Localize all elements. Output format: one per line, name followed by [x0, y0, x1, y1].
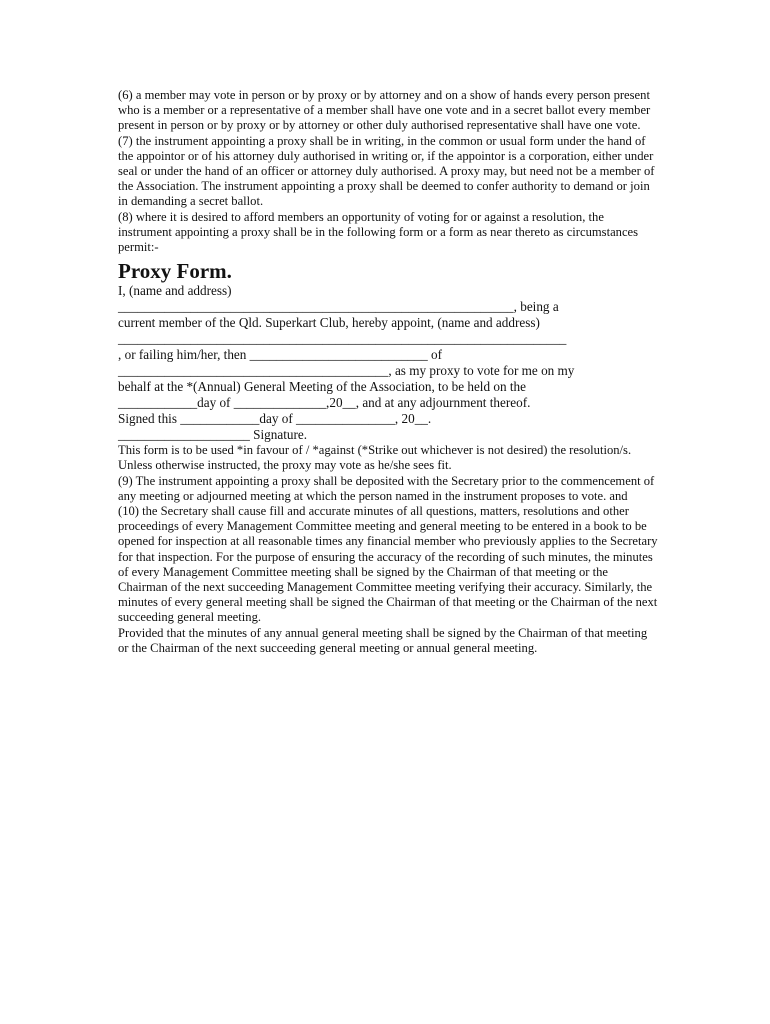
- document-page: [118, 88, 658, 656]
- rule-7-paragraph: (7) the instrument appointing a proxy shall be in writing, in the common or usual form under the hand of the appointor or of his attorney duly authorised in writing or, if the appointor is a corporation, either under seal or under the hand of an officer or attorney duly authorised. A proxy may, but need not be a member of the Association. The instrument appointing a proxy shall be deemed to confer authority to demand or join in demanding a secret ballot.: [118, 133, 655, 209]
- proviso-paragraph: Provided that the minutes of any annual general meeting shall be signed by the Chairman of that meeting or the Chairman of the next succeeding general meeting or annual general meeting.: [118, 625, 648, 655]
- form-line-signature: ____________________ Signature.: [118, 427, 308, 443]
- form-line-name-address: I, (name and address): [118, 283, 232, 299]
- rule-8-paragraph: (8) where it is desired to afford members an opportunity of voting for or against a resolution, the instrument appointing a proxy shall be in the following form or a form as near thereto as circumstances permit:-: [118, 209, 639, 255]
- form-line-appointee-blank: ____________________________________________________________________: [118, 331, 567, 347]
- form-line-proxy-vote: _________________________________________, as my proxy to vote for me on my: [118, 363, 575, 379]
- rule-6-paragraph: (6) a member may vote in person or by proxy or by attorney and on a show of hands every person present who is a member or a representative of a member shall have one vote and in a secret ballot every member present in person or by proxy or by attorney or other duly authorised representative shall have one vote.: [118, 88, 651, 133]
- form-line-meeting: behalf at the *(Annual) General Meeting of the Association, to be held on the: [118, 379, 526, 395]
- rule-10-paragraph: (10) the Secretary shall cause fill and accurate minutes of all questions, matters, resolutions and other proceedings of every Management Committee meeting and general meeting to be entered in a book to be opened for inspection at all reasonable times any financial member who previously applies to the Secretary for that inspection. For the purpose of ensuring the accuracy of the recording of such minutes, the minutes of every Management Committee meeting shall be signed by the Chairman of that meeting or the Chairman of the next succeeding Management Committee meeting verifying their accuracy. Similarly, the minutes of every general meeting shall be signed the Chairman of that meeting or the Chairman of the next succeeding general meeting.: [118, 504, 658, 625]
- form-usage-note: This form is to be used *in favour of / *against (*Strike out whichever is not desired) the resolution/s. Unless otherwise instructed, the proxy may vote as he/she sees fit.: [118, 443, 632, 473]
- form-line-appoint: current member of the Qld. Superkart Club, hereby appoint, (name and address): [118, 315, 540, 331]
- form-line-signed: Signed this ____________day of _______________, 20__.: [118, 411, 432, 427]
- form-line-date: ____________day of ______________,20__, and at any adjournment thereof.: [118, 395, 531, 411]
- form-line-failing: , or failing him/her, then ___________________________ of: [118, 347, 442, 363]
- form-line-member-blank: ____________________________________________________________, being a: [118, 299, 559, 315]
- proxy-form-title: Proxy Form.: [118, 259, 232, 284]
- rule-9-paragraph: (9) The instrument appointing a proxy shall be deposited with the Secretary prior to the commencement of any meeting or adjourned meeting at which the person named in the instrument proposes to vote. and: [118, 473, 655, 503]
